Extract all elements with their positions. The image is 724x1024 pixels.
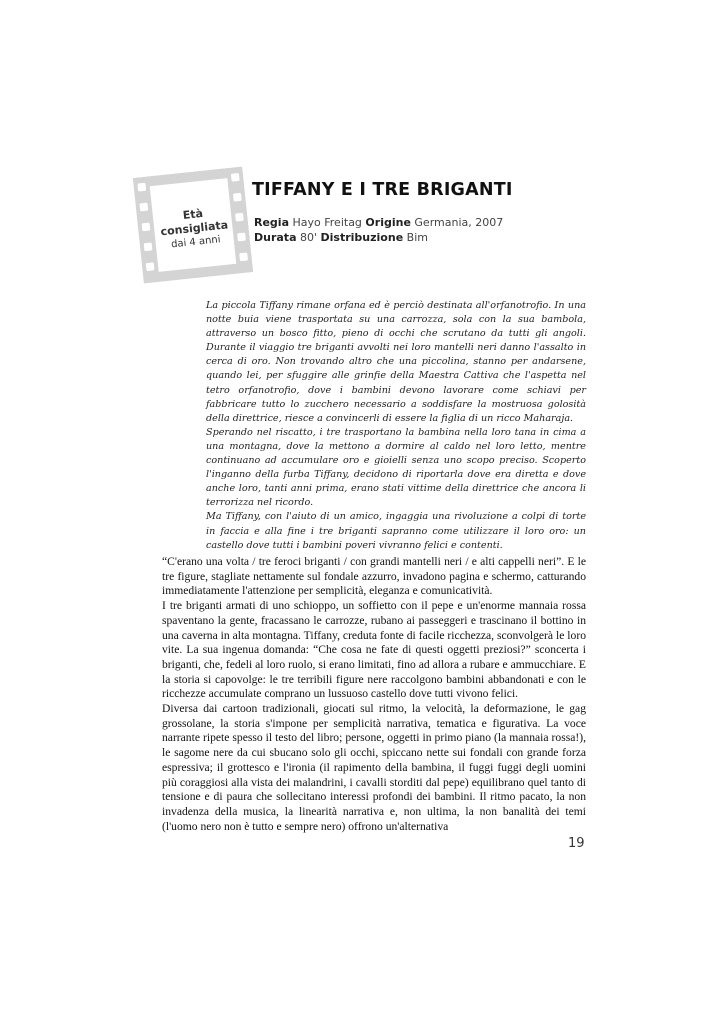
body-paragraph-2: I tre briganti armati di uno schioppo, un soffietto con il pepe e un'enorme mannaia rossa spaventano la gente, fracassano le carrozze, rubano ai passeggeri e trascinano il bottino in una caverna in alta montagna. Tiffany, creduta fonte di facile ricchezza, sconvolgerà le loro vite. La sua ingenua domanda: “Che cosa ne fate di questi oggetti preziosi?” sconcerta i briganti, che, fedeli al loro ruolo, si erano limitati, fino ad allora a rubare e ammucchiare. E la storia si capovolge: le tre terribili figure nere raccolgono bambini abbandonati e con le ricchezze accumulate comprano un lussuoso castello dove tutti vivono felici. [162,599,586,701]
review-body [162,555,586,834]
origine-label: Origine [365,216,411,229]
synopsis [206,299,586,553]
age-label-line1: Età [182,206,204,222]
durata-label: Durata [254,231,297,244]
age-badge [133,167,253,284]
synopsis-paragraph-1: La piccola Tiffany rimane orfana ed è perciò destinata all'orfanotrofio. In una notte buia viene trasportata su una carrozza, sola con la sua bambola, attraverso un bosco fitto, pieno di occhi che scrutano da tutti gli angoli. Durante il viaggio tre briganti avvolti nei loro mantelli neri danno l'assalto in cerca di oro. Non trovando altro che una piccolina, stanno per andarsene, quando lei, per sfuggire alle grinfie della Maestra Cattiva che l'aspetta nel tetro orfanotrofio, dove i bambini devono lavorare come schiavi per fabbricare tutto lo zucchero necessario a soddisfare la mostruosa golosità della direttrice, riesce a convincerli di essere la figlia di un ricco Maharaja. [206,300,586,424]
credits-line-2 [254,230,503,245]
page-number: 19 [568,836,585,851]
distribuzione-value: Bim [406,231,428,244]
origine-value: Germania, 2007 [414,216,504,229]
film-credits [254,215,503,245]
age-value: dai 4 anni [170,234,222,251]
regia-value: Hayo Freitag [292,216,362,229]
regia-label: Regia [254,216,289,229]
durata-value: 80' [300,231,318,244]
film-title: TIFFANY E I TRE BRIGANTI [252,180,513,200]
distribuzione-label: Distribuzione [320,231,404,244]
body-paragraph-1: “C'erano una volta / tre feroci briganti / con grandi mantelli neri / e alti cappelli neri”. E le tre figure, stagliate nettamente sul fondale azzurro, invadono pagina e schermo, catturando immediatamente l'attenzione per semplicità, eleganza e comunicatività. [162,555,586,598]
age-label-line2: consigliata [159,218,229,239]
synopsis-paragraph-2: Sperando nel riscatto, i tre trasportano la bambina nella loro tana in cima a una montagna, dove la mettono a dormire al caldo nel loro letto, mentre continuano ad accumulare oro e gioielli senza uno scopo preciso. Scoperto l'inganno della furba Tiffany, decidono di riportarla dove era diretta e dove anche loro, tanti anni prima, erano stati vittime della direttrice che ancora li terrorizza nel ricordo. [206,426,586,509]
credits-line-1 [254,215,503,230]
body-paragraph-3: Diversa dai cartoon tradizionali, giocati sul ritmo, la velocità, la deformazione, le gag grossolane, la storia s'impone per semplicità narrativa, tematica e figurativa. La voce narrante ripete spesso il testo del libro; persone, oggetti in primo piano (la mannaia rossa!), le sagome nere da cui sbucano solo gli occhi, spiccano nette sui fondali con grande forza espressiva; il grottesco e l'ironia (il rapimento della bambina, il fuggi fuggi degli uomini più coraggiosi alla vista dei malandrini, i cavalli storditi dal pepe) equilibrano quel tanto di tensione e di paura che sollecitano interessi profondi dei bambini. Il ritmo pacato, la non invadenza della musica, la linearità narrativa e, non ultima, la non banalità dei temi (l'uomo nero non è tutto e sempre nero) offrono un'alternativa [162,702,586,833]
synopsis-paragraph-3: Ma Tiffany, con l'aiuto di un amico, ingaggia una rivoluzione a colpi di torte in faccia e alla fine i tre briganti sapranno come utilizzare il loro oro: un castello dove tutti i bambini poveri vivranno felici e contenti. [206,511,586,551]
age-recommendation [150,204,238,255]
